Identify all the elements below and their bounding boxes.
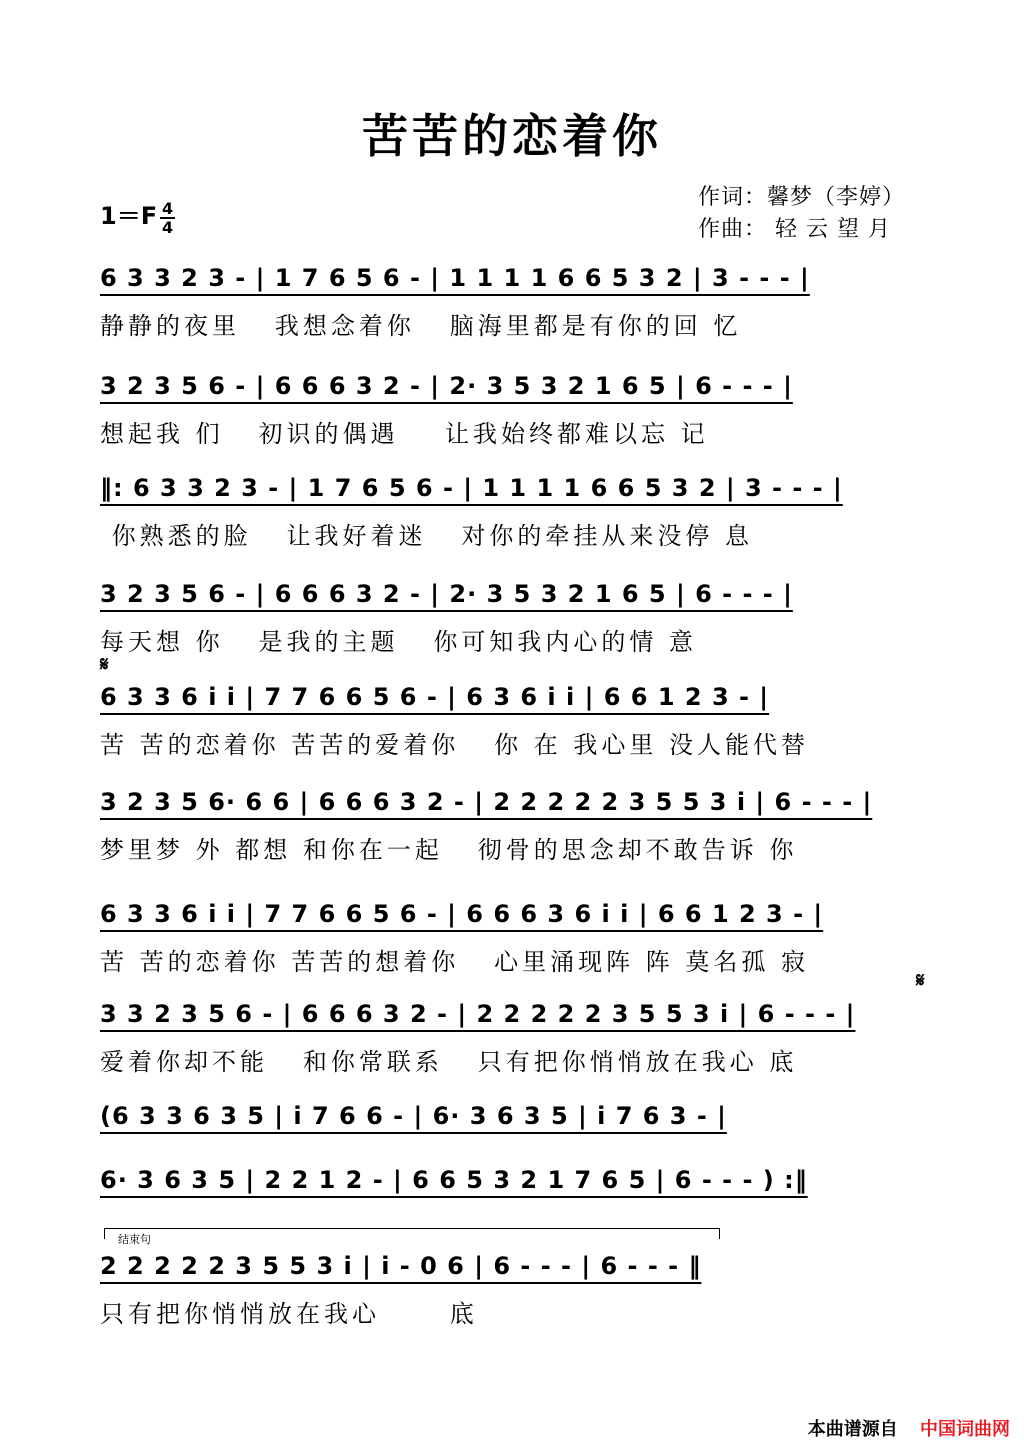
score-row-9	[0, 1102, 1024, 1152]
ending-label: 结束句	[118, 1233, 151, 1246]
ending-bracket	[104, 1228, 720, 1239]
lyric-line: 爱着你却不能 和你常联系 只有把你悄悄放在我心 底	[100, 1048, 798, 1076]
score-row-6	[0, 788, 1024, 888]
lyric-line: 你熟悉的脸 让我好着迷 对你的牵挂从来没停 息	[100, 522, 754, 550]
lyric-line: 每天想 你 是我的主题 你可知我内心的情 意	[100, 628, 698, 656]
lyric-line: 苦 苦的恋着你 苦苦的想着你 心里涌现阵 阵 莫名孤 寂	[100, 948, 810, 976]
lyricist-credit: 作词：馨梦（李婷）	[698, 185, 906, 210]
time-signature-top: 4	[162, 199, 174, 218]
score-row-11	[0, 1252, 1024, 1352]
score-row-8	[0, 1000, 1024, 1100]
lyric-line: 静静的夜里 我想念着你 脑海里都是有你的回 忆	[100, 312, 742, 340]
lyric-line: 苦 苦的恋着你 苦苦的爱着你 你 在 我心里 没人能代替	[100, 731, 810, 759]
notation-line: 3 2 3 5 6 - | 6 6 6 3 2 - | 2· 3 5 3 2 1 6 5 | 6 - - - |	[100, 580, 793, 608]
notation-line: 6 3 3 2 3 - | 1 7 6 5 6 - | 1 1 1 1 6 6 5 3 2 | 3 - - - |	[100, 264, 810, 292]
notation-line: 3 3 2 3 5 6 - | 6 6 6 3 2 - | 2 2 2 2 2 3 5 5 3 i | 6 - - - |	[100, 1000, 856, 1028]
page-title: 苦苦的恋着你	[362, 109, 662, 163]
credits	[698, 182, 905, 246]
score-row-5	[0, 683, 1024, 783]
score-row-7	[0, 900, 1024, 1000]
notation-line: 3 2 3 5 6· 6 6 | 6 6 6 3 2 - | 2 2 2 2 2 3 5 5 3 i | 6 - - - |	[100, 788, 873, 816]
segno-icon: 𝄋	[100, 652, 109, 676]
source-footer	[808, 1415, 1010, 1441]
composer-credit: 作曲： 轻 云 望 月	[698, 217, 891, 242]
lyric-line: 想起我 们 初识的偶遇 让我始终都难以忘 记	[100, 420, 709, 448]
time-signature	[160, 200, 175, 236]
notation-line: 6 3 3 6 i i | 7 7 6 6 5 6 - | 6 3 6 i i | 6 6 1 2 3 - |	[100, 683, 770, 711]
notation-line: 6· 3 6 3 5 | 2 2 1 2 - | 6 6 5 3 2 1 7 6 5 | 6 - - - ) :‖	[100, 1166, 808, 1194]
lyric-line: 只有把你悄悄放在我心 底	[100, 1300, 478, 1328]
lyric-line: 梦里梦 外 都想 和你在一起 彻骨的思念却不敢告诉 你	[100, 836, 798, 864]
source-text: 本曲谱源自	[807, 1419, 898, 1440]
notation-line: 3 2 3 5 6 - | 6 6 6 3 2 - | 2· 3 5 3 2 1 6 5 | 6 - - - |	[100, 372, 793, 400]
score-row-1	[0, 264, 1024, 364]
notation-line: (6 3 3 6 3 5 | i 7 6 6 - | 6· 3 6 3 5 | i 7 6 3 - |	[100, 1102, 727, 1130]
score-row-4	[0, 580, 1024, 680]
score-row-10	[0, 1166, 1024, 1216]
notation-line: 2 2 2 2 2 3 5 5 3 i | i - 0 6 | 6 - - - | 6 - - - ‖	[100, 1252, 702, 1280]
score-row-3	[0, 474, 1024, 574]
time-signature-bottom: 4	[162, 218, 174, 237]
notation-line: 6 3 3 6 i i | 7 7 6 6 5 6 - | 6 6 6 3 6 i i | 6 6 1 2 3 - |	[100, 900, 824, 928]
segno-icon: 𝄋	[916, 968, 925, 992]
notation-line: ‖: 6 3 3 2 3 - | 1 7 6 5 6 - | 1 1 1 1 6 6 5 3 2 | 3 - - - |	[100, 474, 843, 502]
key-signature: 1＝F	[100, 202, 158, 230]
site-link[interactable]: 中国词曲网	[920, 1419, 1010, 1440]
score-row-2	[0, 372, 1024, 472]
